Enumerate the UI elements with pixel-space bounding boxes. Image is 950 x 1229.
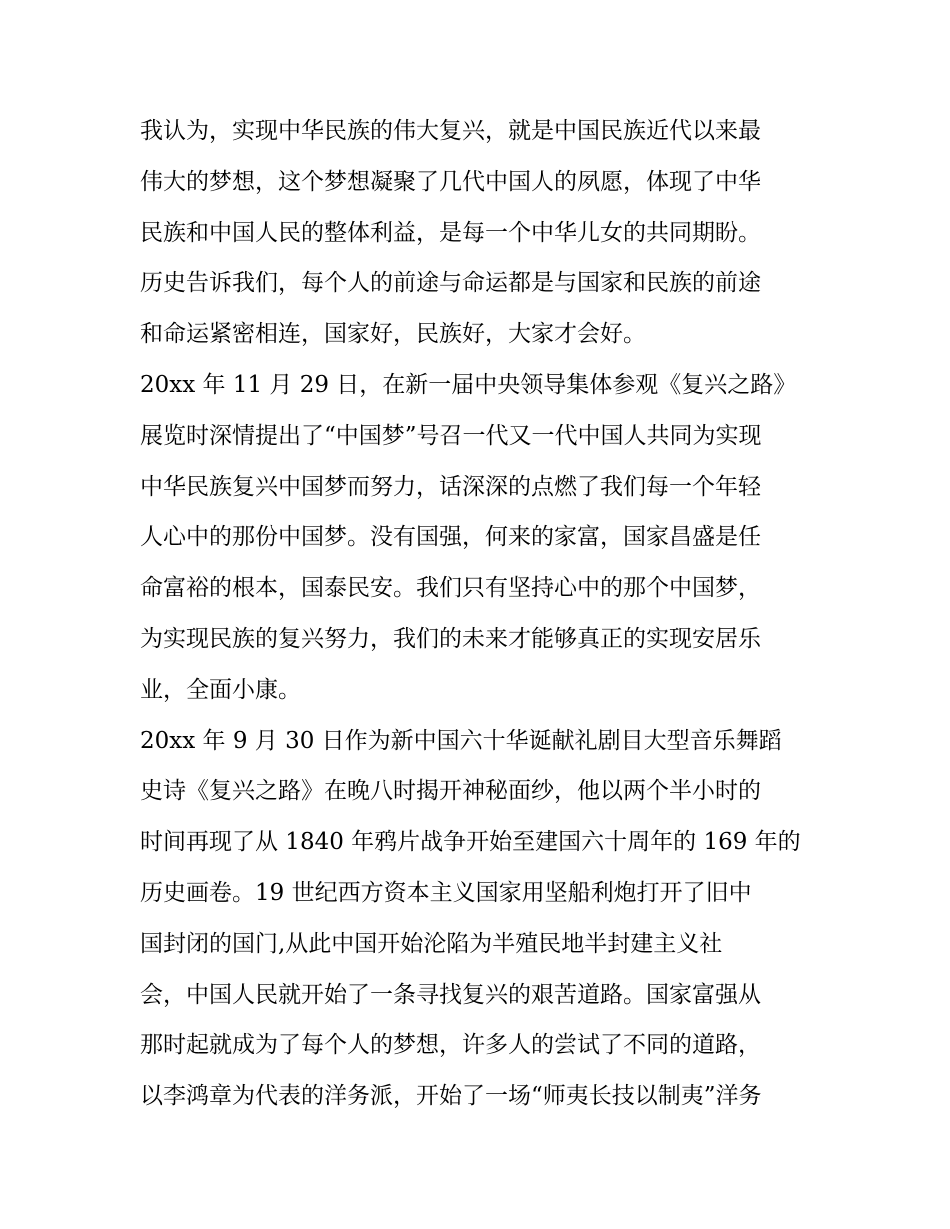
text-line: 时间再现了从 1840 年鸦片战争开始至建国六十周年的 169 年的: [140, 829, 801, 856]
text-line: 民族和中国人民的整体利益，是每一个中华儿女的共同期盼。: [140, 219, 761, 246]
text-line: 会，中国人民就开始了一条寻找复兴的艰苦道路。国家富强从: [140, 981, 761, 1008]
text-line: 展览时深情提出了“中国梦”号召一代又一代中国人共同为实现: [140, 422, 762, 449]
text-line: 伟大的梦想，这个梦想凝聚了几代中国人的夙愿，体现了中华: [140, 168, 761, 195]
text-line: 业，全面小康。: [140, 676, 301, 703]
text-line: 命富裕的根本，国泰民安。我们只有坚持心中的那个中国梦，: [140, 575, 761, 602]
text-line: 和命运紧密相连，国家好，民族好，大家才会好。: [140, 321, 646, 348]
text-line: 史诗《复兴之路》在晚八时揭开神秘面纱，他以两个半小时的: [140, 778, 761, 805]
text-line: 历史画卷。19 世纪西方资本主义国家用坚船利炮打开了旧中: [140, 879, 752, 906]
document-body: [140, 106, 830, 1122]
text-line: 以李鸿章为代表的洋务派，开始了一场“师夷长技以制夷”洋务: [140, 1083, 762, 1110]
text-line: 我认为，实现中华民族的伟大复兴，就是中国民族近代以来最: [140, 118, 761, 144]
text-line: 20xx 年 9 月 30 日作为新中国六十华诞献礼剧目大型音乐舞蹈: [140, 727, 782, 754]
text-line: 那时起就成为了每个人的梦想，许多人的尝试了不同的道路，: [140, 1032, 761, 1059]
text-line: 为实现民族的复兴努力，我们的未来才能够真正的实现安居乐: [140, 625, 761, 652]
text-line: 20xx 年 11 月 29 日，在新一届中央领导集体参观《复兴之路》: [140, 371, 797, 398]
text-line: 人心中的那份中国梦。没有国强，何来的家富，国家昌盛是任: [140, 524, 761, 551]
text-line: 历史告诉我们，每个人的前途与命运都是与国家和民族的前途: [140, 270, 761, 297]
text-line: 中华民族复兴中国梦而努力，话深深的点燃了我们每一个年轻: [140, 473, 761, 500]
text-line: 国封闭的国门,从此中国开始沦陷为半殖民地半封建主义社: [140, 930, 723, 957]
